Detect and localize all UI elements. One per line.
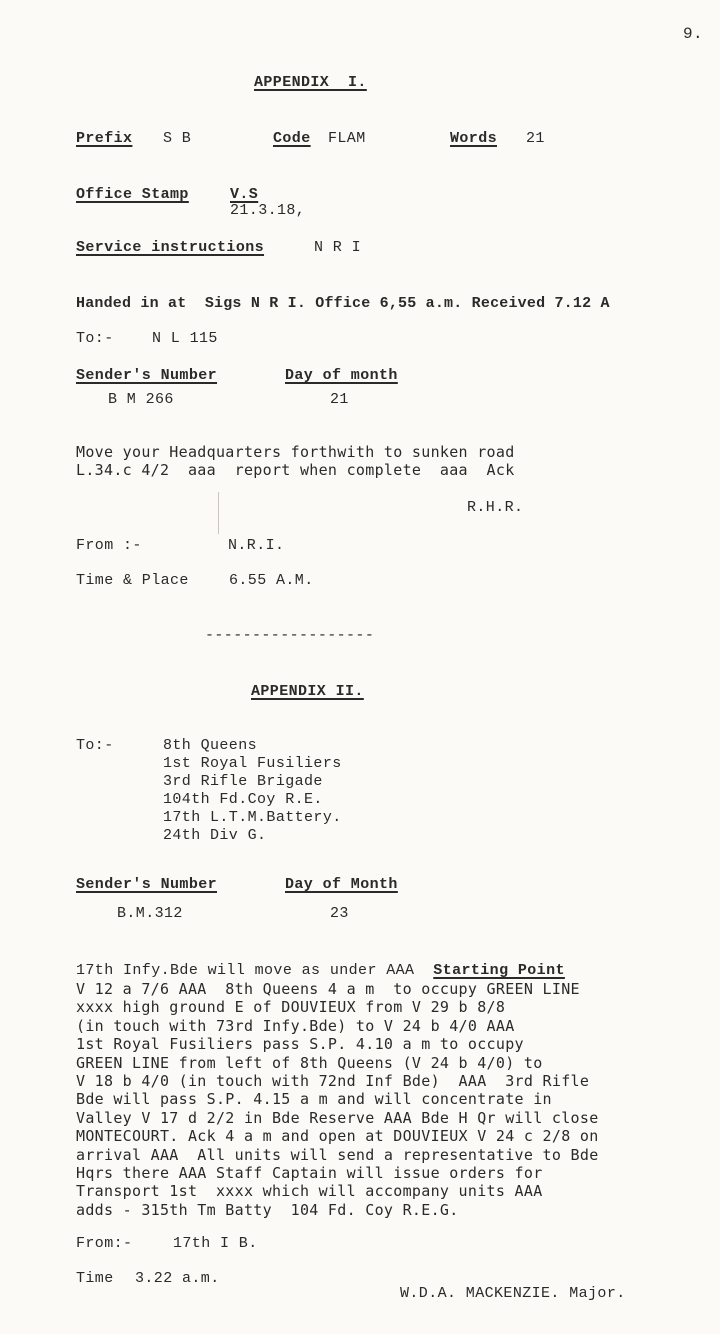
senders-number-label-2: Sender's Number [76,876,218,893]
recipient: 1st Royal Fusiliers [163,755,342,772]
service-instructions-label: Service instructions [76,239,265,256]
service-instructions-value: N R I [314,239,362,256]
fold-line [218,492,219,534]
starting-point-heading: Starting Point [433,962,565,979]
recipient: 3rd Rifle Brigade [163,773,323,790]
words-value: 21 [526,130,545,147]
words-label: Words [450,130,498,147]
day-of-month-value-2: 23 [330,905,349,922]
message-body-2: V 12 a 7/6 AAA 8th Queens 4 a m to occupy GREEN LINE xxxx high ground E of DOUVIEUX from V 29 b 8/8 (in touch with 73rd Infy.Bde) to V 24 b 4/0 AAA 1st Royal Fusiliers pass S.P. 4.10 a m to occupy GREEN LINE from left of 8th Queens (V 24 b 4/0) to V 18 b 4/0 (in touch with 72nd Inf Bde) AAA 3rd Rifle Bde will pass S.P. 4.15 a m and will concentrate in Valley V 17 d 2/2 in Bde Reserve AAA Bde H Qr will close MONTECOURT. Ack 4 a m and open at DOUVIEUX V 24 c 2/8 on arrival AAA All units will send a representative to Bde Hqrs there AAA Staff Captain will issue orders for Transport 1st xxxx which will accompany units AAA adds - 315th Tm Batty 104 Fd. Coy R.E.G. [76,980,599,1219]
message-body: Move your Headquarters forthwith to sunken road L.34.c 4/2 aaa report when complete aaa Ack [76,443,515,480]
office-stamp-date: 21.3.18, [230,202,306,219]
from-label: From :- [76,537,142,554]
prefix-value: S B [163,130,192,147]
senders-number-label: Sender's Number [76,367,218,384]
initials: R.H.R. [467,499,524,516]
appendix-1-title: APPENDIX I. [254,74,367,91]
appendix-2-title: APPENDIX II. [251,683,364,700]
to-label-2: To:- [76,737,114,754]
prefix-label: Prefix [76,130,133,147]
recipient: 17th L.T.M.Battery. [163,809,342,826]
day-of-month-label: Day of month [285,367,398,384]
office-stamp-value: V.S [230,186,259,203]
message-lead: 17th Infy.Bde will move as under AAA [76,962,434,979]
time-value-2: 3.22 a.m. [135,1270,220,1287]
time-place-label: Time & Place [76,572,189,589]
page-number: 9. [683,25,704,43]
separator-line: ------------------ [205,627,375,644]
from-label-2: From:- [76,1235,133,1252]
from-value: N.R.I. [228,537,285,554]
recipient: 104th Fd.Coy R.E. [163,791,323,808]
day-of-month-label-2: Day of Month [285,876,398,893]
from-value-2: 17th I B. [173,1235,258,1252]
recipients-list [163,737,342,845]
to-label: To:- [76,330,114,347]
code-label: Code [273,130,311,147]
signature: W.D.A. MACKENZIE. Major. [400,1285,626,1302]
recipient: 8th Queens [163,737,258,754]
code-value: FLAM [328,130,366,147]
senders-number-value: B M 266 [108,391,174,408]
day-of-month-value: 21 [330,391,349,408]
recipient: 24th Div G. [163,827,267,844]
senders-number-value-2: B.M.312 [117,905,183,922]
handed-in-line: Handed in at Sigs N R I. Office 6,55 a.m. Received 7.12 A [76,295,610,312]
to-value: N L 115 [152,330,218,347]
office-stamp-label: Office Stamp [76,186,189,203]
time-place-value: 6.55 A.M. [229,572,314,589]
time-label-2: Time [76,1270,114,1287]
order-message [76,962,599,1219]
